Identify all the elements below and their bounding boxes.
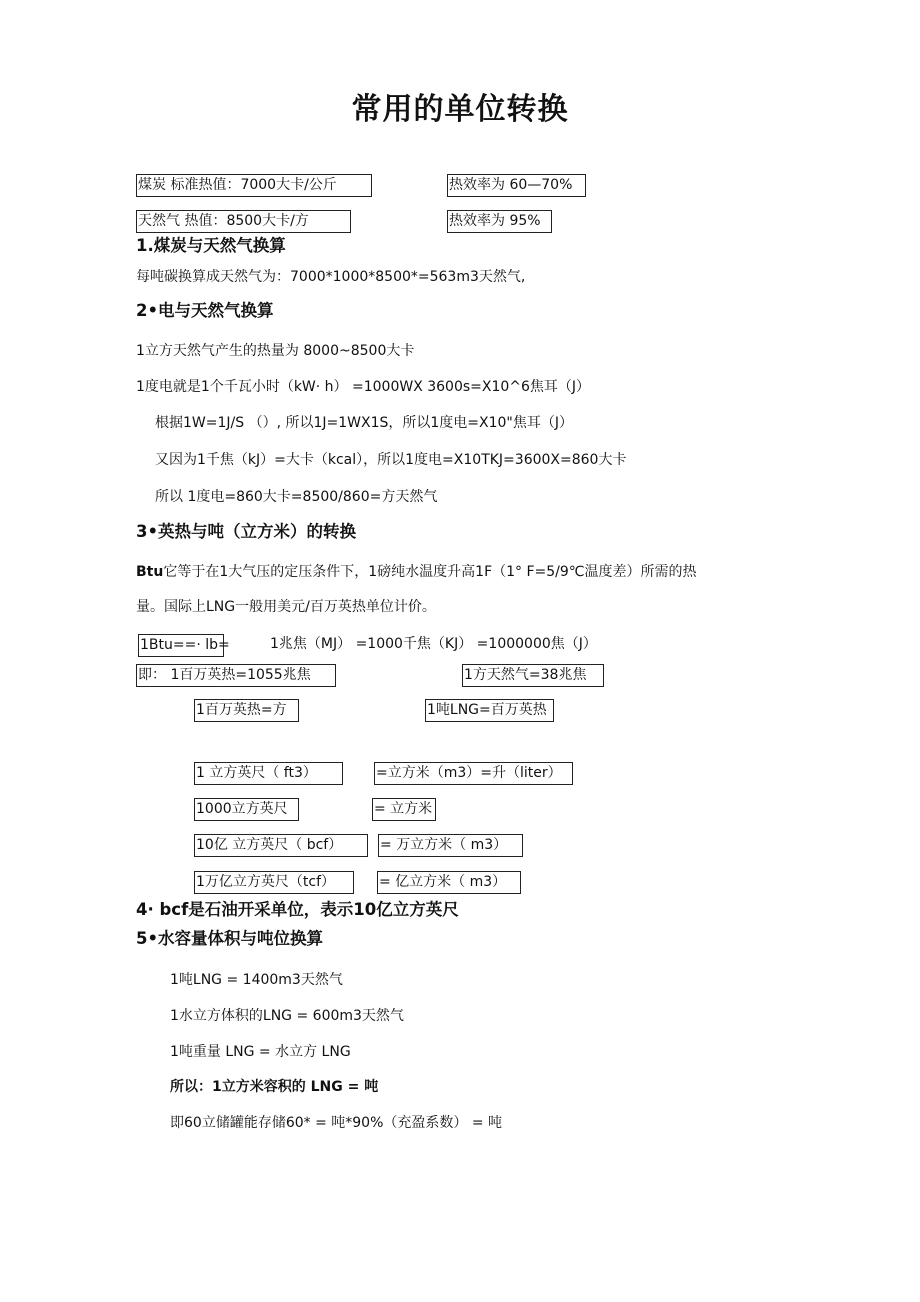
thousand-cubic-foot-equals-box: = 立方米 xyxy=(372,798,436,821)
btu-definition: 它等于在1大气压的定压条件下，1磅纯水温度升高1F（1° F=5/9℃温度差）所需的热 xyxy=(163,564,697,580)
tcf-box: 1万亿立方英尺（tcf） xyxy=(194,871,354,894)
tcf-equals-box: = 亿立方米（ m3） xyxy=(377,871,521,894)
bcf-box: 10亿 立方英尺（ bcf） xyxy=(194,834,368,857)
section-4-heading: 4· bcf是石油开采单位，表示10亿立方英尺 xyxy=(136,900,459,919)
section-1-text: 每吨碳换算成天然气为：7000*1000*8500*=563m3天然气, xyxy=(136,269,526,285)
section-2-line-4: 又因为1千焦（kJ）=大卡（kcal），所以1度电=X10TKJ=3600X=860大卡 xyxy=(155,452,627,468)
page-title: 常用的单位转换 xyxy=(351,92,569,127)
section-5-line-3: 1吨重量 LNG = 水立方 LNG xyxy=(170,1044,351,1060)
gas-megajoule-box: 1方天然气=38兆焦 xyxy=(462,664,604,687)
cubic-meter-liter-box: =立方米（m3）=升（liter） xyxy=(374,762,573,785)
section-3-line-2: 量。国际上LNG一般用美元/百万英热单位计价。 xyxy=(136,599,436,615)
megajoule-line: 1兆焦（MJ） =1000千焦（KJ） =1000000焦（J） xyxy=(270,636,597,652)
gas-efficiency-box: 热效率为 95% xyxy=(447,210,552,233)
section-2-line-1: 1立方天然气产生的热量为 8000~8500大卡 xyxy=(136,343,415,359)
section-5-line-5: 即60立储罐能存储60* = 吨*90%（充盈系数） = 吨 xyxy=(170,1115,503,1131)
thousand-cubic-foot-box: 1000立方英尺 xyxy=(194,798,299,821)
btu-term: Btu xyxy=(136,564,164,580)
coal-efficiency-box: 热效率为 60—70% xyxy=(447,174,586,197)
section-2-heading: 2•电与天然气换算 xyxy=(136,301,274,320)
section-3-line-1 xyxy=(136,563,697,581)
cubic-foot-box: 1 立方英尺（ ft3） xyxy=(194,762,343,785)
bcf-equals-box: = 万立方米（ m3） xyxy=(378,834,523,857)
section-2-line-3: 根据1W=1J/S （）, 所以1J=1WX1S，所以1度电=X10"焦耳（J） xyxy=(155,415,573,431)
section-5-line-2: 1水立方体积的LNG = 600m3天然气 xyxy=(170,1008,404,1024)
section-2-line-2: 1度电就是1个千瓦小时（kW· h） =1000WX 3600s=X10^6焦耳（J） xyxy=(136,379,591,395)
section-5-line-4: 所以：1立方米容积的 LNG = 吨 xyxy=(170,1079,379,1095)
section-5-heading: 5•水容量体积与吨位换算 xyxy=(136,929,324,948)
mmbtu-cubic-box: 1百万英热=方 xyxy=(194,699,299,722)
mmbtu-megajoule-box: 即： 1百万英热=1055兆焦 xyxy=(136,664,336,687)
btu-box: 1Btu==· lb= xyxy=(138,634,224,657)
section-5-line-1: 1吨LNG = 1400m3天然气 xyxy=(170,972,343,988)
section-2-line-5: 所以 1度电=860大卡=8500/860=方天然气 xyxy=(155,489,438,505)
lng-mmbtu-box: 1吨LNG=百万英热 xyxy=(425,699,554,722)
section-3-heading: 3•英热与吨（立方米）的转换 xyxy=(136,522,357,541)
gas-heat-value-box: 天然气 热值：8500大卡/方 xyxy=(136,210,351,233)
section-1-heading: 1.煤炭与天然气换算 xyxy=(136,236,286,255)
coal-heat-value-box: 煤炭 标准热值：7000大卡/公斤 xyxy=(136,174,372,197)
